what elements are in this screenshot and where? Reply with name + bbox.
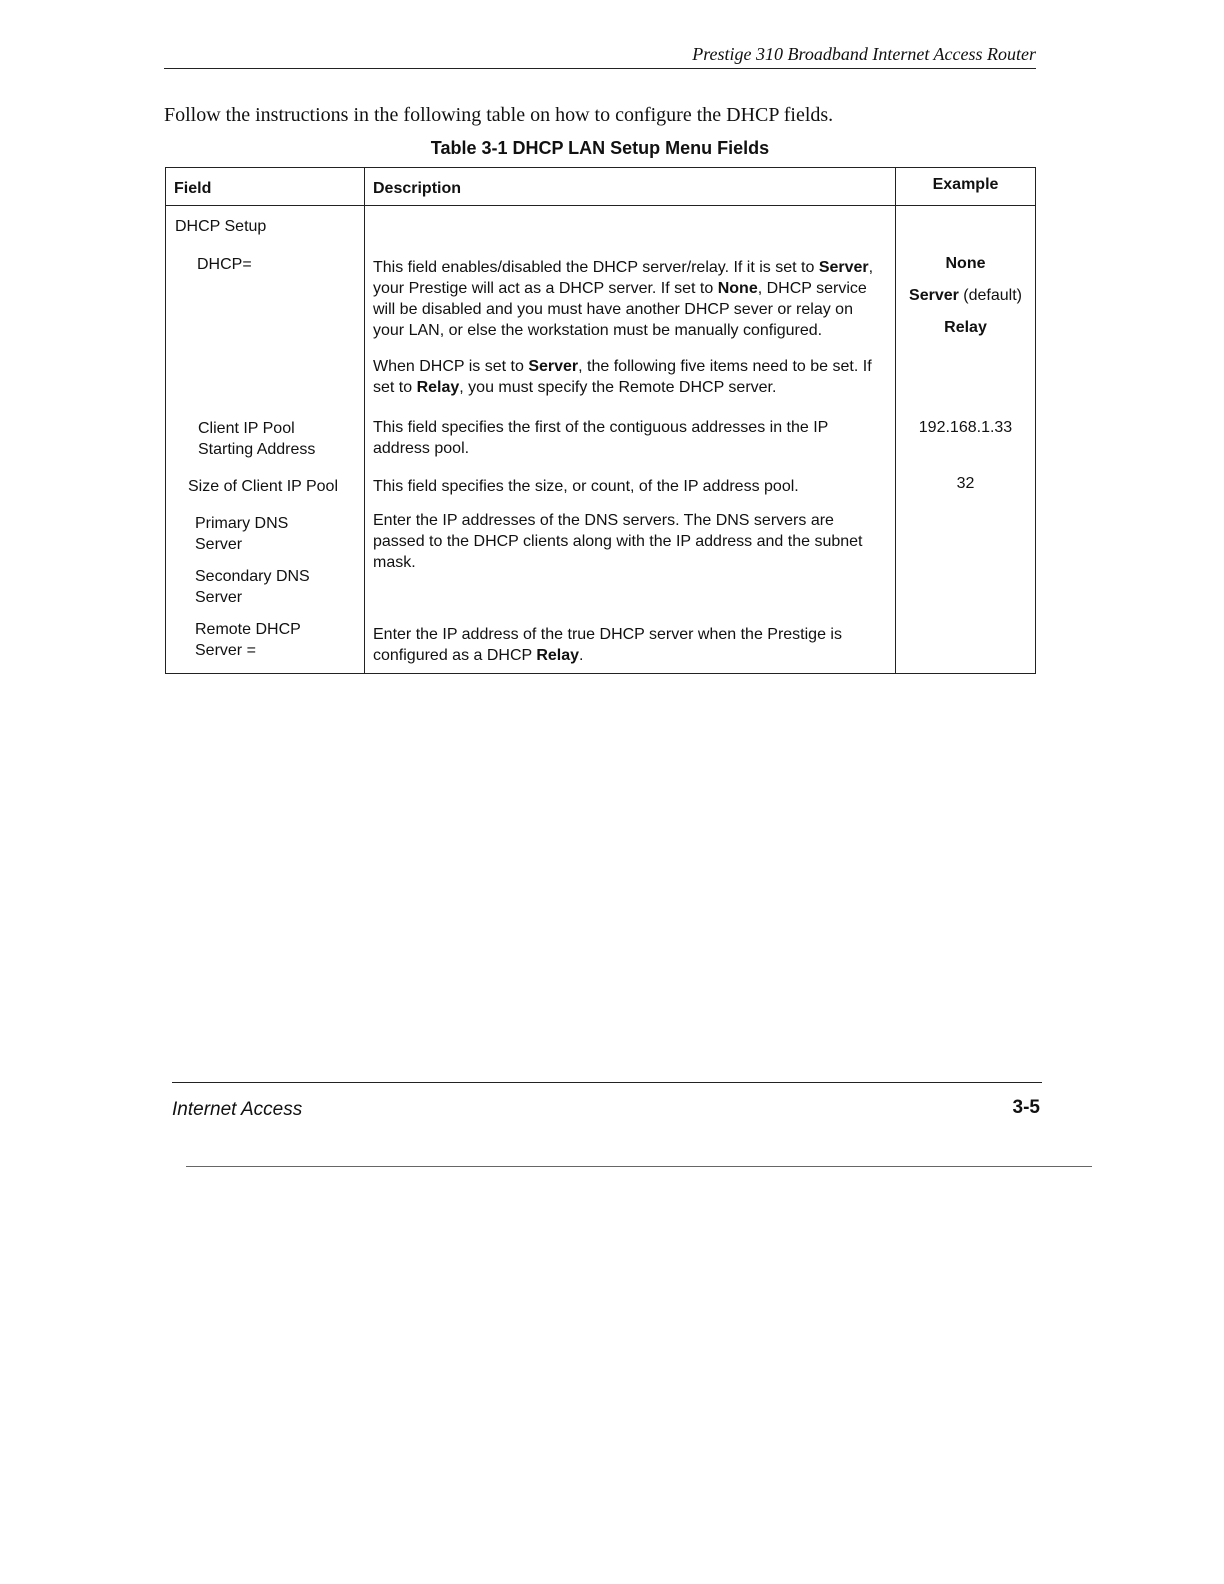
example-cell: [896, 608, 1036, 674]
example-cell: [896, 497, 1036, 608]
footer-section-title: Internet Access: [172, 1099, 303, 1120]
pool-size-description: This field specifies the size, or count, of the IP address pool.: [373, 478, 799, 495]
field-cell: [166, 404, 365, 460]
example-cell: [896, 460, 1036, 497]
description-cell: [365, 460, 896, 497]
field-secondary-dns: Secondary DNS: [195, 568, 310, 585]
column-header-example: Example: [896, 168, 1036, 206]
example-relay: Relay: [944, 319, 987, 336]
field-primary-dns-server: Server: [195, 536, 243, 553]
example-none: None: [945, 255, 986, 272]
example-cell: [896, 244, 1036, 404]
bottom-rule: [186, 1166, 1092, 1167]
running-header: Prestige 310 Broadband Internet Access Router: [692, 44, 1036, 64]
description-cell: [365, 404, 896, 460]
table-row-dns: [166, 497, 1036, 608]
intro-text: Follow the instructions in the following table on how to configure the DHCP fields.: [164, 104, 834, 126]
table-row-dhcp-setup: [166, 206, 1036, 245]
field-primary-dns: Primary DNS: [195, 515, 289, 532]
field-remote-dhcp: Remote DHCP: [195, 621, 301, 638]
table-row-dhcp: [166, 244, 1036, 404]
table-header-row: [166, 168, 1036, 206]
field-dhcp: DHCP=: [197, 256, 252, 273]
field-client-ip-pool: Client IP Pool: [198, 420, 295, 437]
column-header-description: Description: [365, 168, 896, 206]
example-ip-address: 192.168.1.33: [918, 419, 1013, 436]
description-cell: [365, 244, 896, 404]
example-server-default: Server (default): [909, 287, 1022, 304]
footer-rule: [172, 1082, 1042, 1083]
field-cell: [166, 608, 365, 674]
description-cell: [365, 206, 896, 245]
page-number: 3-5: [1012, 1097, 1040, 1118]
field-cell: [166, 497, 365, 608]
dhcp-description-1: This field enables/disabled the DHCP server/relay. If it is set to Server, your Prestige will act as a DHCP server. If set to None, DHCP service will be disabled and you must have another DHCP sever or relay on your LAN, or else the workstation must be manually configured.: [373, 259, 874, 339]
field-secondary-dns-server: Server: [195, 589, 243, 606]
table-row-pool-size: [166, 460, 1036, 497]
table-caption: Table 3-1 DHCP LAN Setup Menu Fields: [430, 138, 770, 158]
example-pool-size: 32: [956, 475, 975, 492]
example-cell: [896, 404, 1036, 460]
client-ip-pool-description: This field specifies the first of the contiguous addresses in the IP address pool.: [373, 419, 829, 457]
description-cell: [365, 608, 896, 674]
table-row-client-ip-pool: [166, 404, 1036, 460]
table-row-remote-dhcp: [166, 608, 1036, 674]
example-cell: [896, 206, 1036, 245]
dns-description: Enter the IP addresses of the DNS servers. The DNS servers are passed to the DHCP clients along with the IP address and the subnet mask.: [373, 512, 863, 571]
field-pool-size: Size of Client IP Pool: [188, 478, 339, 495]
field-cell: [166, 244, 365, 404]
header-rule: [164, 68, 1036, 69]
column-header-field: Field: [166, 168, 365, 206]
dhcp-description-2: When DHCP is set to Server, the following five items need to be set. If set to Relay, you must specify the Remote DHCP server.: [373, 358, 872, 396]
field-cell: [166, 206, 365, 245]
dhcp-fields-table: [165, 167, 1036, 674]
field-cell: [166, 460, 365, 497]
remote-dhcp-description: Enter the IP address of the true DHCP server when the Prestige is configured as a DHCP Relay.: [373, 626, 842, 664]
field-dhcp-setup: DHCP Setup: [175, 218, 267, 235]
description-cell: [365, 497, 896, 608]
field-remote-dhcp-server: Server =: [195, 642, 256, 659]
field-starting-address: Starting Address: [198, 441, 316, 458]
